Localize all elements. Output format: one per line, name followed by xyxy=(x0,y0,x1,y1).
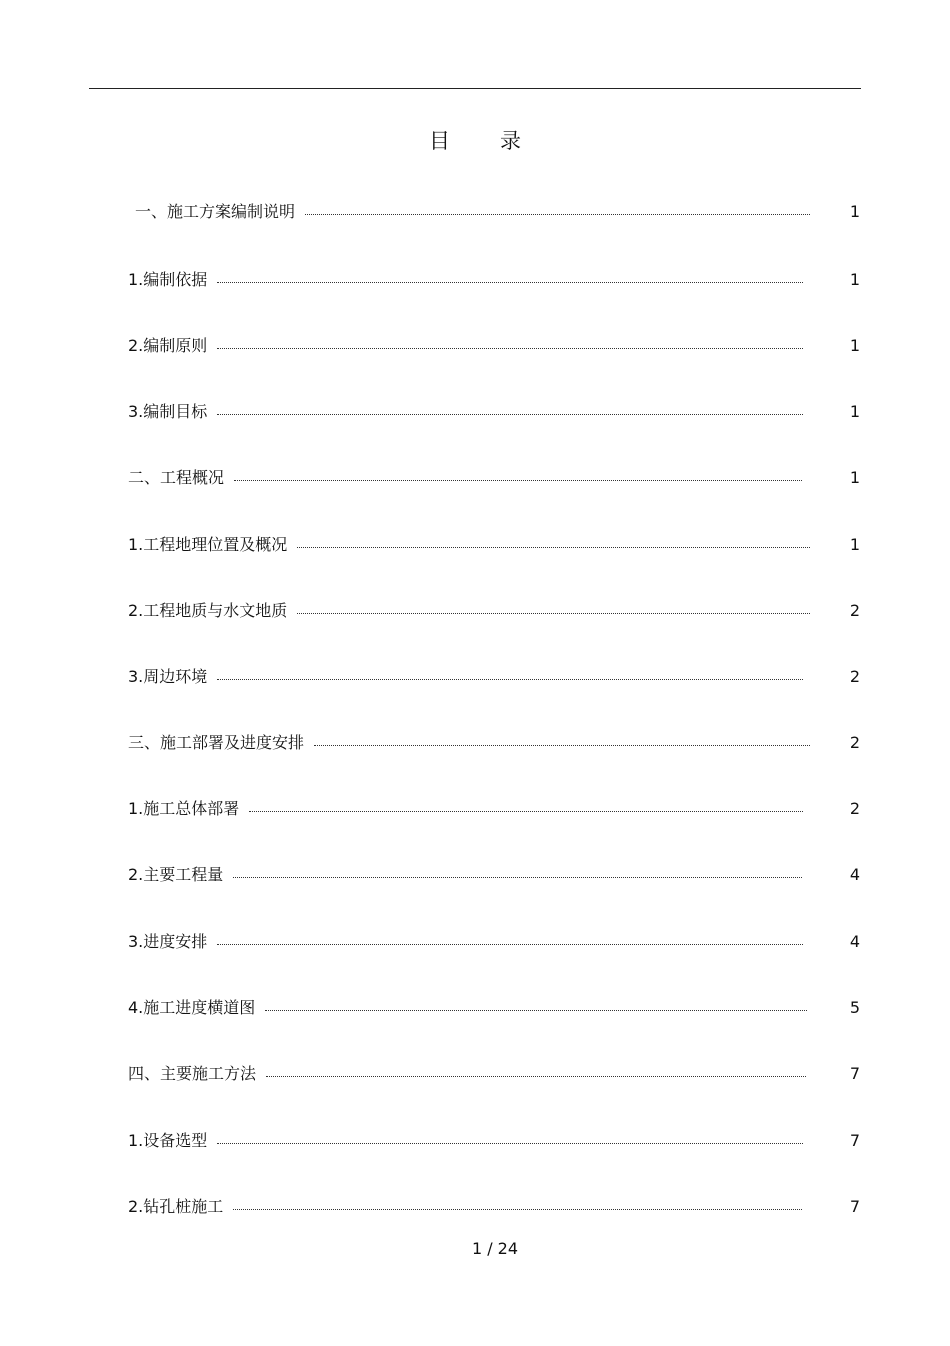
toc-entry-page: 1 xyxy=(849,468,860,487)
toc-entry[interactable] xyxy=(128,930,860,954)
leader-dots xyxy=(217,348,803,349)
page-indicator: 1 / 24 xyxy=(471,1239,519,1258)
toc-entry[interactable] xyxy=(128,731,860,755)
leader-dots xyxy=(266,1076,806,1077)
toc-entry-label: 3.编制目标 xyxy=(128,400,217,424)
leader-dots xyxy=(233,1209,802,1210)
toc-entry-label: 2.主要工程量 xyxy=(128,863,233,887)
leader-dots xyxy=(297,547,810,548)
toc-entry[interactable] xyxy=(128,200,860,224)
toc-entry-label: 2.钻孔桩施工 xyxy=(128,1195,233,1219)
toc-entry-page: 2 xyxy=(849,733,860,752)
leader-dots xyxy=(305,214,810,215)
toc-entry-label: 四、主要施工方法 xyxy=(128,1062,266,1086)
toc-entry[interactable] xyxy=(128,996,860,1020)
leader-dots xyxy=(234,480,802,481)
toc-entry[interactable] xyxy=(128,863,860,887)
toc-entry-label: 2.工程地质与水文地质 xyxy=(128,599,297,623)
leader-dots xyxy=(265,1010,807,1011)
leader-dots xyxy=(217,944,803,945)
toc-entry-label: 2.编制原则 xyxy=(128,334,217,358)
toc-entry-label: 1.施工总体部署 xyxy=(128,797,249,821)
toc-entry[interactable] xyxy=(128,268,860,292)
toc-entry-page: 4 xyxy=(849,865,860,884)
toc-entry-page: 1 xyxy=(849,270,860,289)
page-title: 目录 xyxy=(429,129,571,153)
toc-entry[interactable] xyxy=(128,334,860,358)
toc-entry[interactable] xyxy=(128,533,860,557)
toc-entry-page: 1 xyxy=(849,402,860,421)
toc-entry[interactable] xyxy=(128,1129,860,1153)
toc-entry[interactable] xyxy=(128,466,860,490)
leader-dots xyxy=(217,1143,803,1144)
toc-entry-label: 3.进度安排 xyxy=(128,930,217,954)
toc-entry-page: 7 xyxy=(849,1064,860,1083)
toc-entry-page: 1 xyxy=(849,336,860,355)
toc-entry-page: 4 xyxy=(849,932,860,951)
toc-entry-page: 2 xyxy=(849,799,860,818)
leader-dots xyxy=(217,679,803,680)
leader-dots xyxy=(217,414,803,415)
toc-entry-label: 3.周边环境 xyxy=(128,665,217,689)
toc-entry[interactable] xyxy=(128,1062,860,1086)
toc-entry-label: 一、施工方案编制说明 xyxy=(135,200,305,224)
leader-dots xyxy=(249,811,803,812)
toc-entry[interactable] xyxy=(128,797,860,821)
leader-dots xyxy=(314,745,810,746)
toc-entry[interactable] xyxy=(128,665,860,689)
toc-entry-label: 1.工程地理位置及概况 xyxy=(128,533,297,557)
toc-entry-page: 1 xyxy=(849,202,860,221)
toc-entry[interactable] xyxy=(128,400,860,424)
toc-entry-page: 2 xyxy=(849,601,860,620)
toc-entry-label: 二、工程概况 xyxy=(128,466,234,490)
leader-dots xyxy=(233,877,802,878)
toc-entry-page: 7 xyxy=(849,1131,860,1150)
toc-entry-page: 7 xyxy=(849,1197,860,1216)
toc-entry[interactable] xyxy=(128,599,860,623)
toc-entry-label: 4.施工进度横道图 xyxy=(128,996,265,1020)
toc-entry-label: 三、施工部署及进度安排 xyxy=(128,731,314,755)
leader-dots xyxy=(297,613,810,614)
toc-entry[interactable] xyxy=(128,1195,860,1219)
toc-entry-label: 1.设备选型 xyxy=(128,1129,217,1153)
toc-entry-label: 1.编制依据 xyxy=(128,268,217,292)
toc-entry-page: 2 xyxy=(849,667,860,686)
toc-entry-page: 5 xyxy=(849,998,860,1017)
leader-dots xyxy=(217,282,803,283)
toc-entry-page: 1 xyxy=(849,535,860,554)
